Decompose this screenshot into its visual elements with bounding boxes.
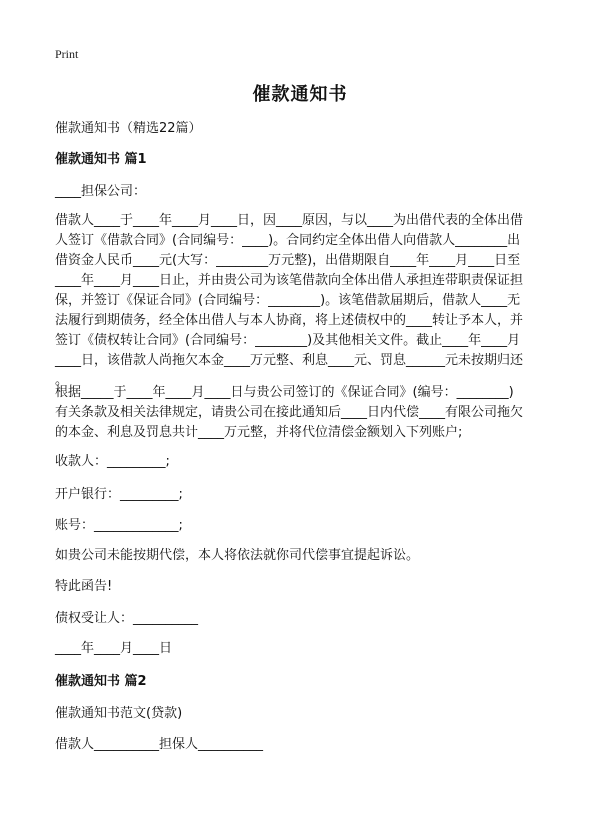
intro-line: 催款通知书（精选22篇） bbox=[55, 121, 202, 136]
notice-line: 特此函告! bbox=[55, 579, 113, 594]
paragraph-1-line: 保，并签订《保证合同》(合同编号：________)。该笔借款届期后，借款人____无 bbox=[55, 293, 521, 308]
paragraph-1-line: 借资金人民币____元(大写：________万元整)，出借期限自____年____月____日至 bbox=[55, 253, 521, 268]
paragraph-1-line: 签订《债权转让合同》(合同编号：________)及其他相关文件。截止____年____月 bbox=[55, 333, 521, 348]
paragraph-2 bbox=[55, 383, 545, 443]
warning-line: 如贵公司未能按期代偿，本人将依法就你司代偿事宜提起诉讼。 bbox=[55, 548, 420, 563]
paragraph-1-line: ____年____月____日止，并由贵公司为该笔借款向全体出借人承担连带职责保证担 bbox=[55, 273, 524, 288]
section1-heading: 催款通知书 篇1 bbox=[55, 152, 147, 167]
paragraph-1-line: 借款人____于____年____月____日，因____原因，与以____为出借代表的全体出借 bbox=[55, 213, 524, 228]
assignee-line: 债权受让人：__________ bbox=[55, 611, 199, 626]
paragraph-1 bbox=[55, 211, 545, 391]
print-label[interactable]: Print bbox=[55, 47, 79, 61]
payee-line: 收款人：_________; bbox=[55, 454, 170, 469]
paragraph-2-line: 的本金、利息及罚息共计____万元整，并将代位清偿金额划入下列账户; bbox=[55, 425, 463, 440]
date-line: ____年____月____日 bbox=[55, 641, 173, 656]
paragraph-1-line: 人签订《借款合同》(合同编号：____)。合同约定全体出借人向借款人________出 bbox=[55, 233, 521, 248]
paragraph-1-line: 。 bbox=[55, 373, 69, 388]
account-line: 账号：_____________; bbox=[55, 518, 183, 533]
paragraph-2-line: 根据_____于____年____月____日与贵公司签订的《保证合同》(编号：________) bbox=[55, 385, 514, 400]
paragraph-2-line: 有关条款及相关法律规定，请贵公司在接此通知后____日内代偿____有限公司拖欠 bbox=[55, 405, 524, 420]
paragraph-1-line: ____日，该借款人尚拖欠本金____万元整、利息____元、罚息______元未按期归还 bbox=[55, 353, 524, 368]
section2-subtitle: 催款通知书范文(贷款) bbox=[55, 706, 183, 721]
document-title: 催款通知书 bbox=[252, 84, 348, 105]
addressee-line: ____担保公司： bbox=[55, 184, 147, 199]
bank-line: 开户银行：_________; bbox=[55, 487, 183, 502]
paragraph-1-line: 法履行到期债务，经全体出借人与本人协商，将上述债权中的____转让予本人，并 bbox=[55, 313, 524, 328]
parties-line: 借款人__________担保人__________ bbox=[55, 737, 264, 752]
section2-heading: 催款通知书 篇2 bbox=[55, 674, 147, 689]
